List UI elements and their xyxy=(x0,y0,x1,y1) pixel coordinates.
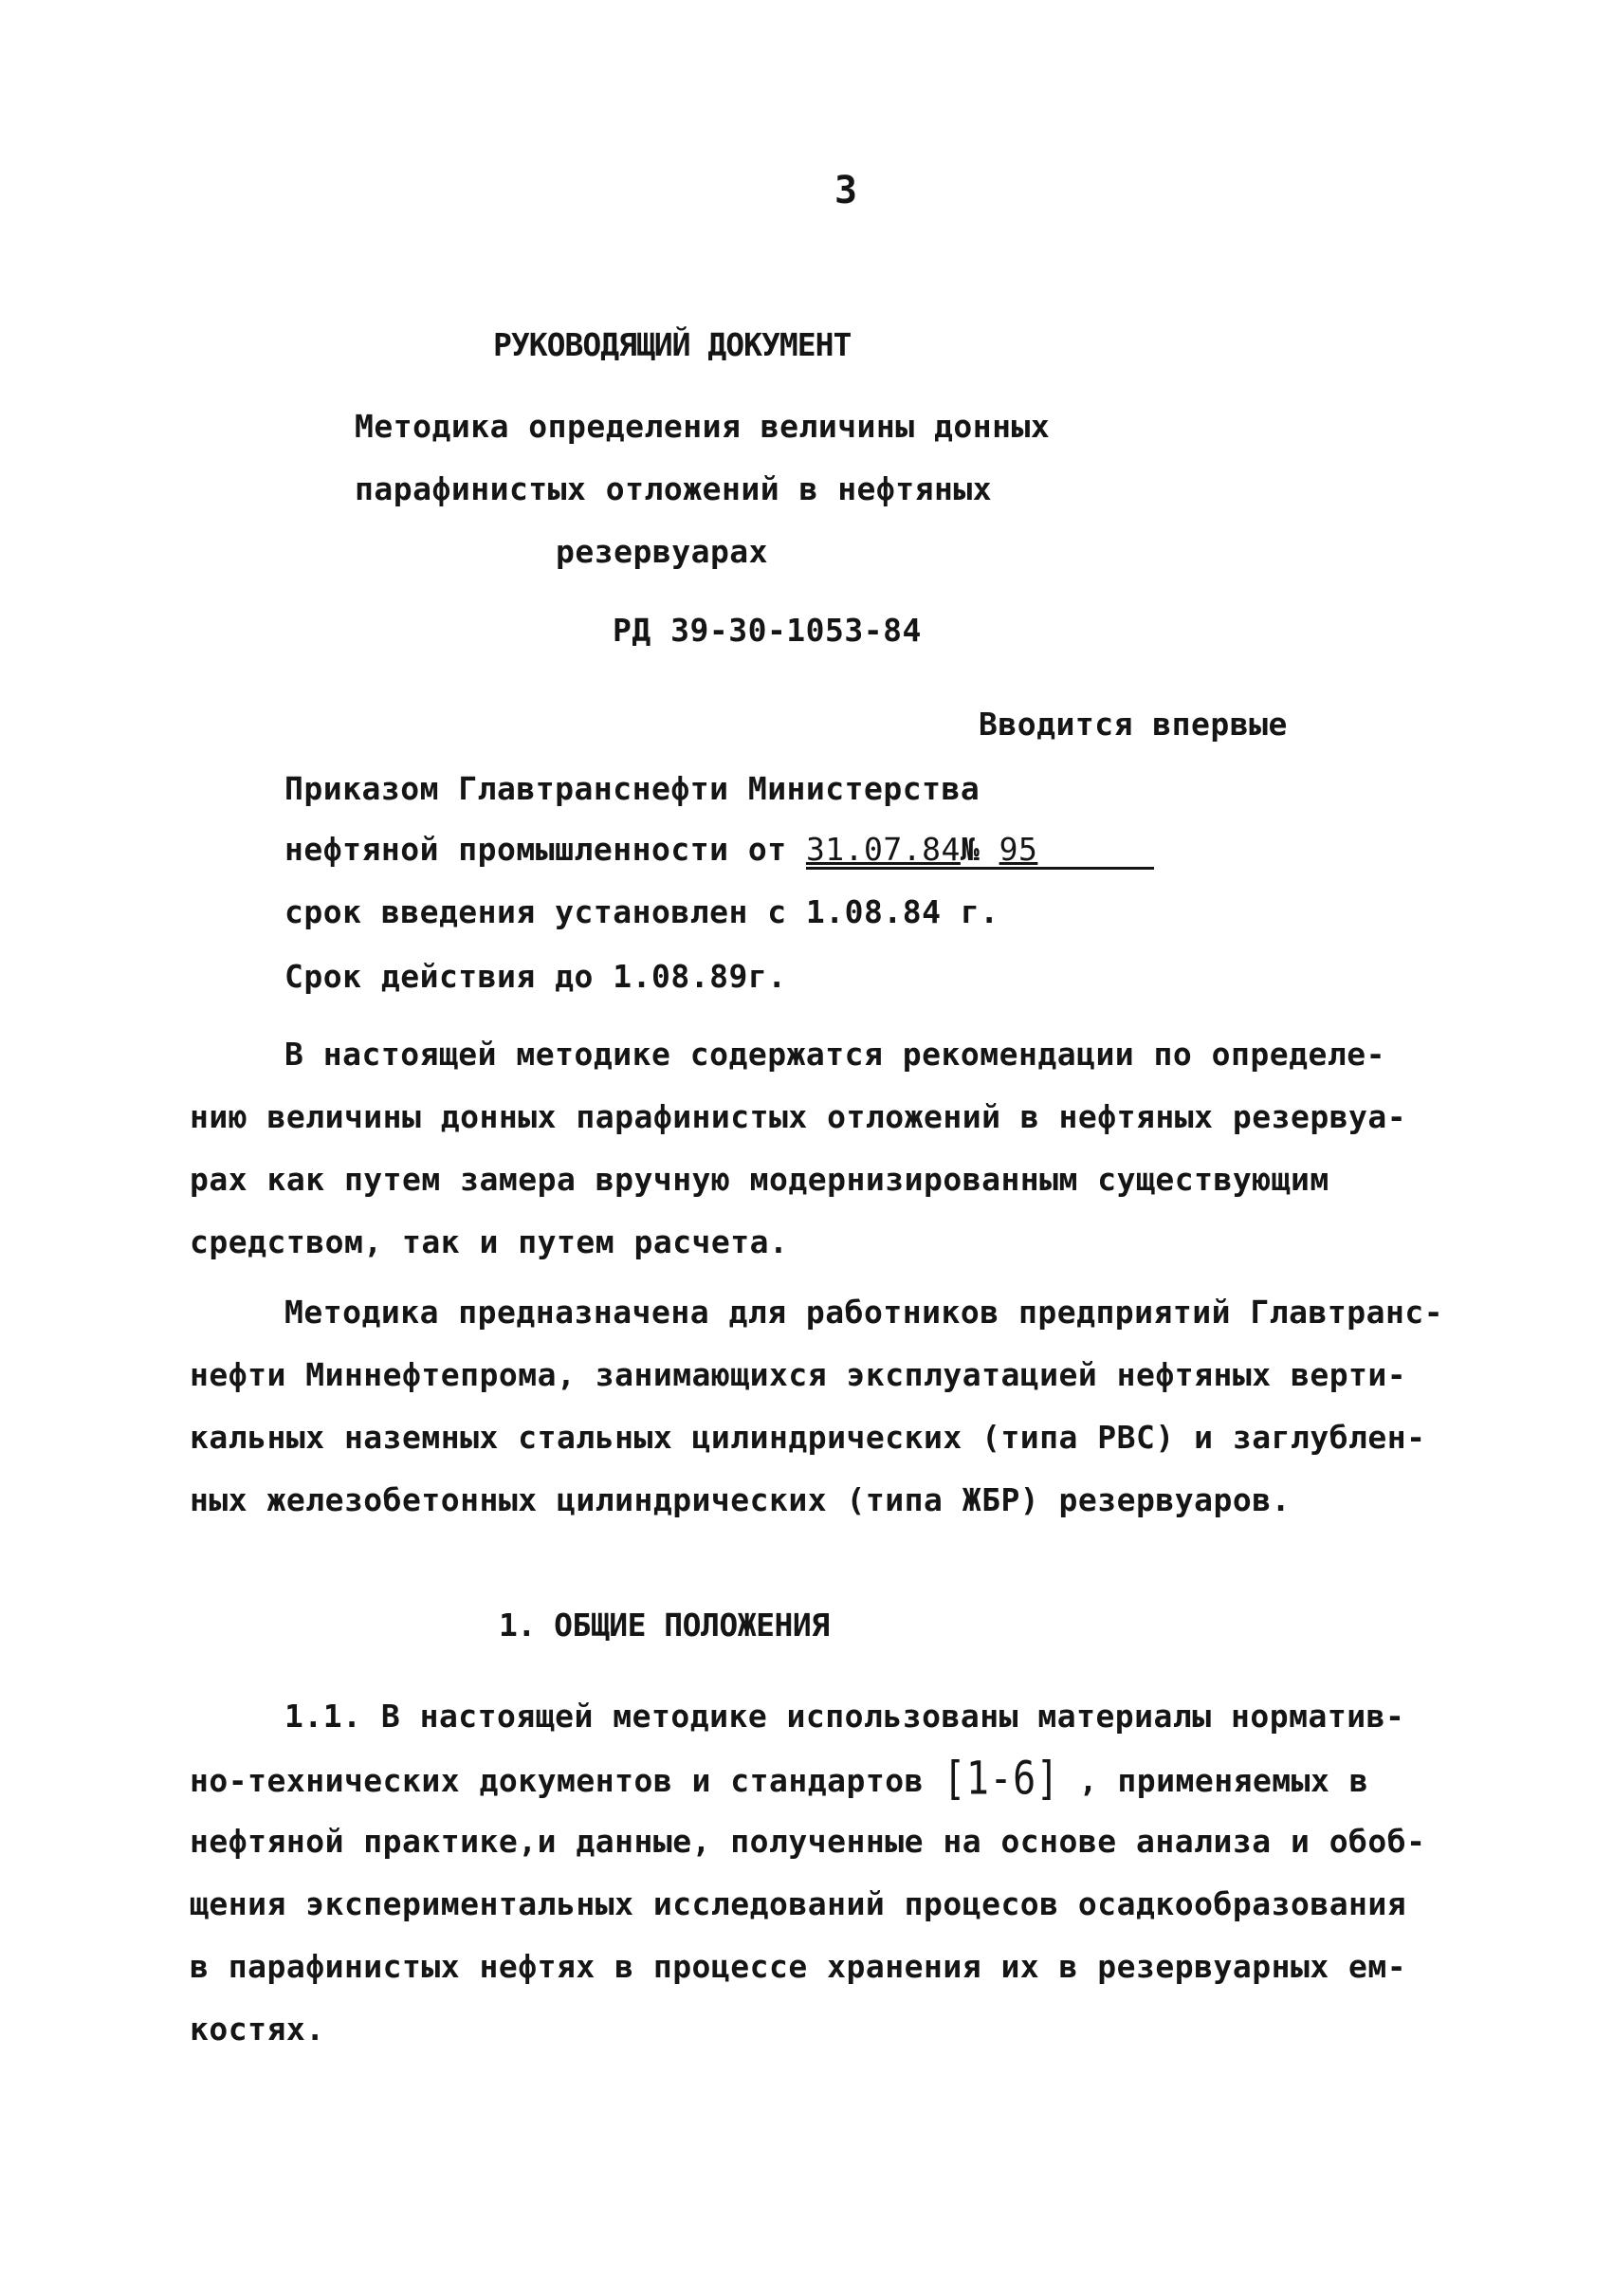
intro-paragraph-line-2: нию величины донных парафинистых отложений в нефтяных резервуа- xyxy=(190,1098,1407,1135)
audience-paragraph-line-4: ных железобетонных цилиндрических (типа ЖБР) резервуаров. xyxy=(190,1481,1291,1518)
clause-1-1-line-4: щения экспериментальных исследований процесов осадкообразования xyxy=(190,1885,1407,1922)
validity-date-line: Срок действия до 1.08.89г. xyxy=(284,958,787,995)
intro-paragraph-line-1: В настоящей методике содержатся рекомендации по определе- xyxy=(284,1036,1385,1073)
approval-order-line-2-prefix: нефтяной промышленности от xyxy=(284,831,806,868)
reference-citation: [1-6] xyxy=(943,1753,1060,1806)
page-number: 3 xyxy=(834,169,858,212)
section-1-heading: 1. ОБЩИЕ ПОЛОЖЕНИЯ xyxy=(499,1607,830,1644)
order-number: 95 xyxy=(999,831,1038,868)
clause-1-1-line-2 xyxy=(190,1753,1369,1806)
audience-paragraph-line-1: Методика предназначена для работников предприятий Главтранс- xyxy=(284,1294,1444,1331)
clause-1-1-line-2-prefix: но-технических документов и стандартов xyxy=(190,1762,944,1799)
clause-1-1-line-3: нефтяной практике,и данные, полученные на основе анализа и обоб- xyxy=(190,1823,1426,1860)
audience-paragraph-line-3: кальных наземных стальных цилиндрических (типа РВС) и заглублен- xyxy=(190,1419,1426,1456)
order-date: 31.07.84 xyxy=(805,831,961,868)
clause-1-1-line-6: костях. xyxy=(190,2011,325,2048)
introduced-first-note: Вводится впервые xyxy=(979,706,1288,743)
clause-1-1-line-2-suffix: , применяемых в xyxy=(1059,1762,1369,1799)
audience-paragraph-line-2: нефти Миннефтепрома, занимающихся эксплуатацией нефтяных верти- xyxy=(190,1356,1407,1393)
clause-1-1-line-1: 1.1. В настоящей методике использованы материалы норматив- xyxy=(284,1698,1405,1735)
order-number-sign: № xyxy=(960,831,981,868)
order-number-field xyxy=(806,833,1154,870)
intro-paragraph-line-4: средством, так и путем расчета. xyxy=(190,1223,789,1260)
effective-date-line: срок введения установлен с 1.08.84 г. xyxy=(284,893,999,930)
clause-1-1-line-5: в парафинистых нефтях в процессе хранения их в резервуарных ем- xyxy=(190,1948,1407,1985)
document-type-heading: РУКОВОДЯЩИЙ ДОКУМЕНТ xyxy=(493,326,852,363)
approval-order-line-2 xyxy=(284,831,1154,870)
intro-paragraph-line-3: рах как путем замера вручную модернизированным существующим xyxy=(190,1161,1329,1198)
document-code: РД 39-30-1053-84 xyxy=(613,612,922,649)
approval-order-line-1: Приказом Главтранснефти Министерства xyxy=(284,770,981,807)
document-title-line-1: Методика определения величины донных xyxy=(355,408,1051,445)
document-title-line-2: парафинистых отложений в нефтяных xyxy=(355,470,993,507)
document-title-line-3: резервуарах xyxy=(556,533,769,570)
